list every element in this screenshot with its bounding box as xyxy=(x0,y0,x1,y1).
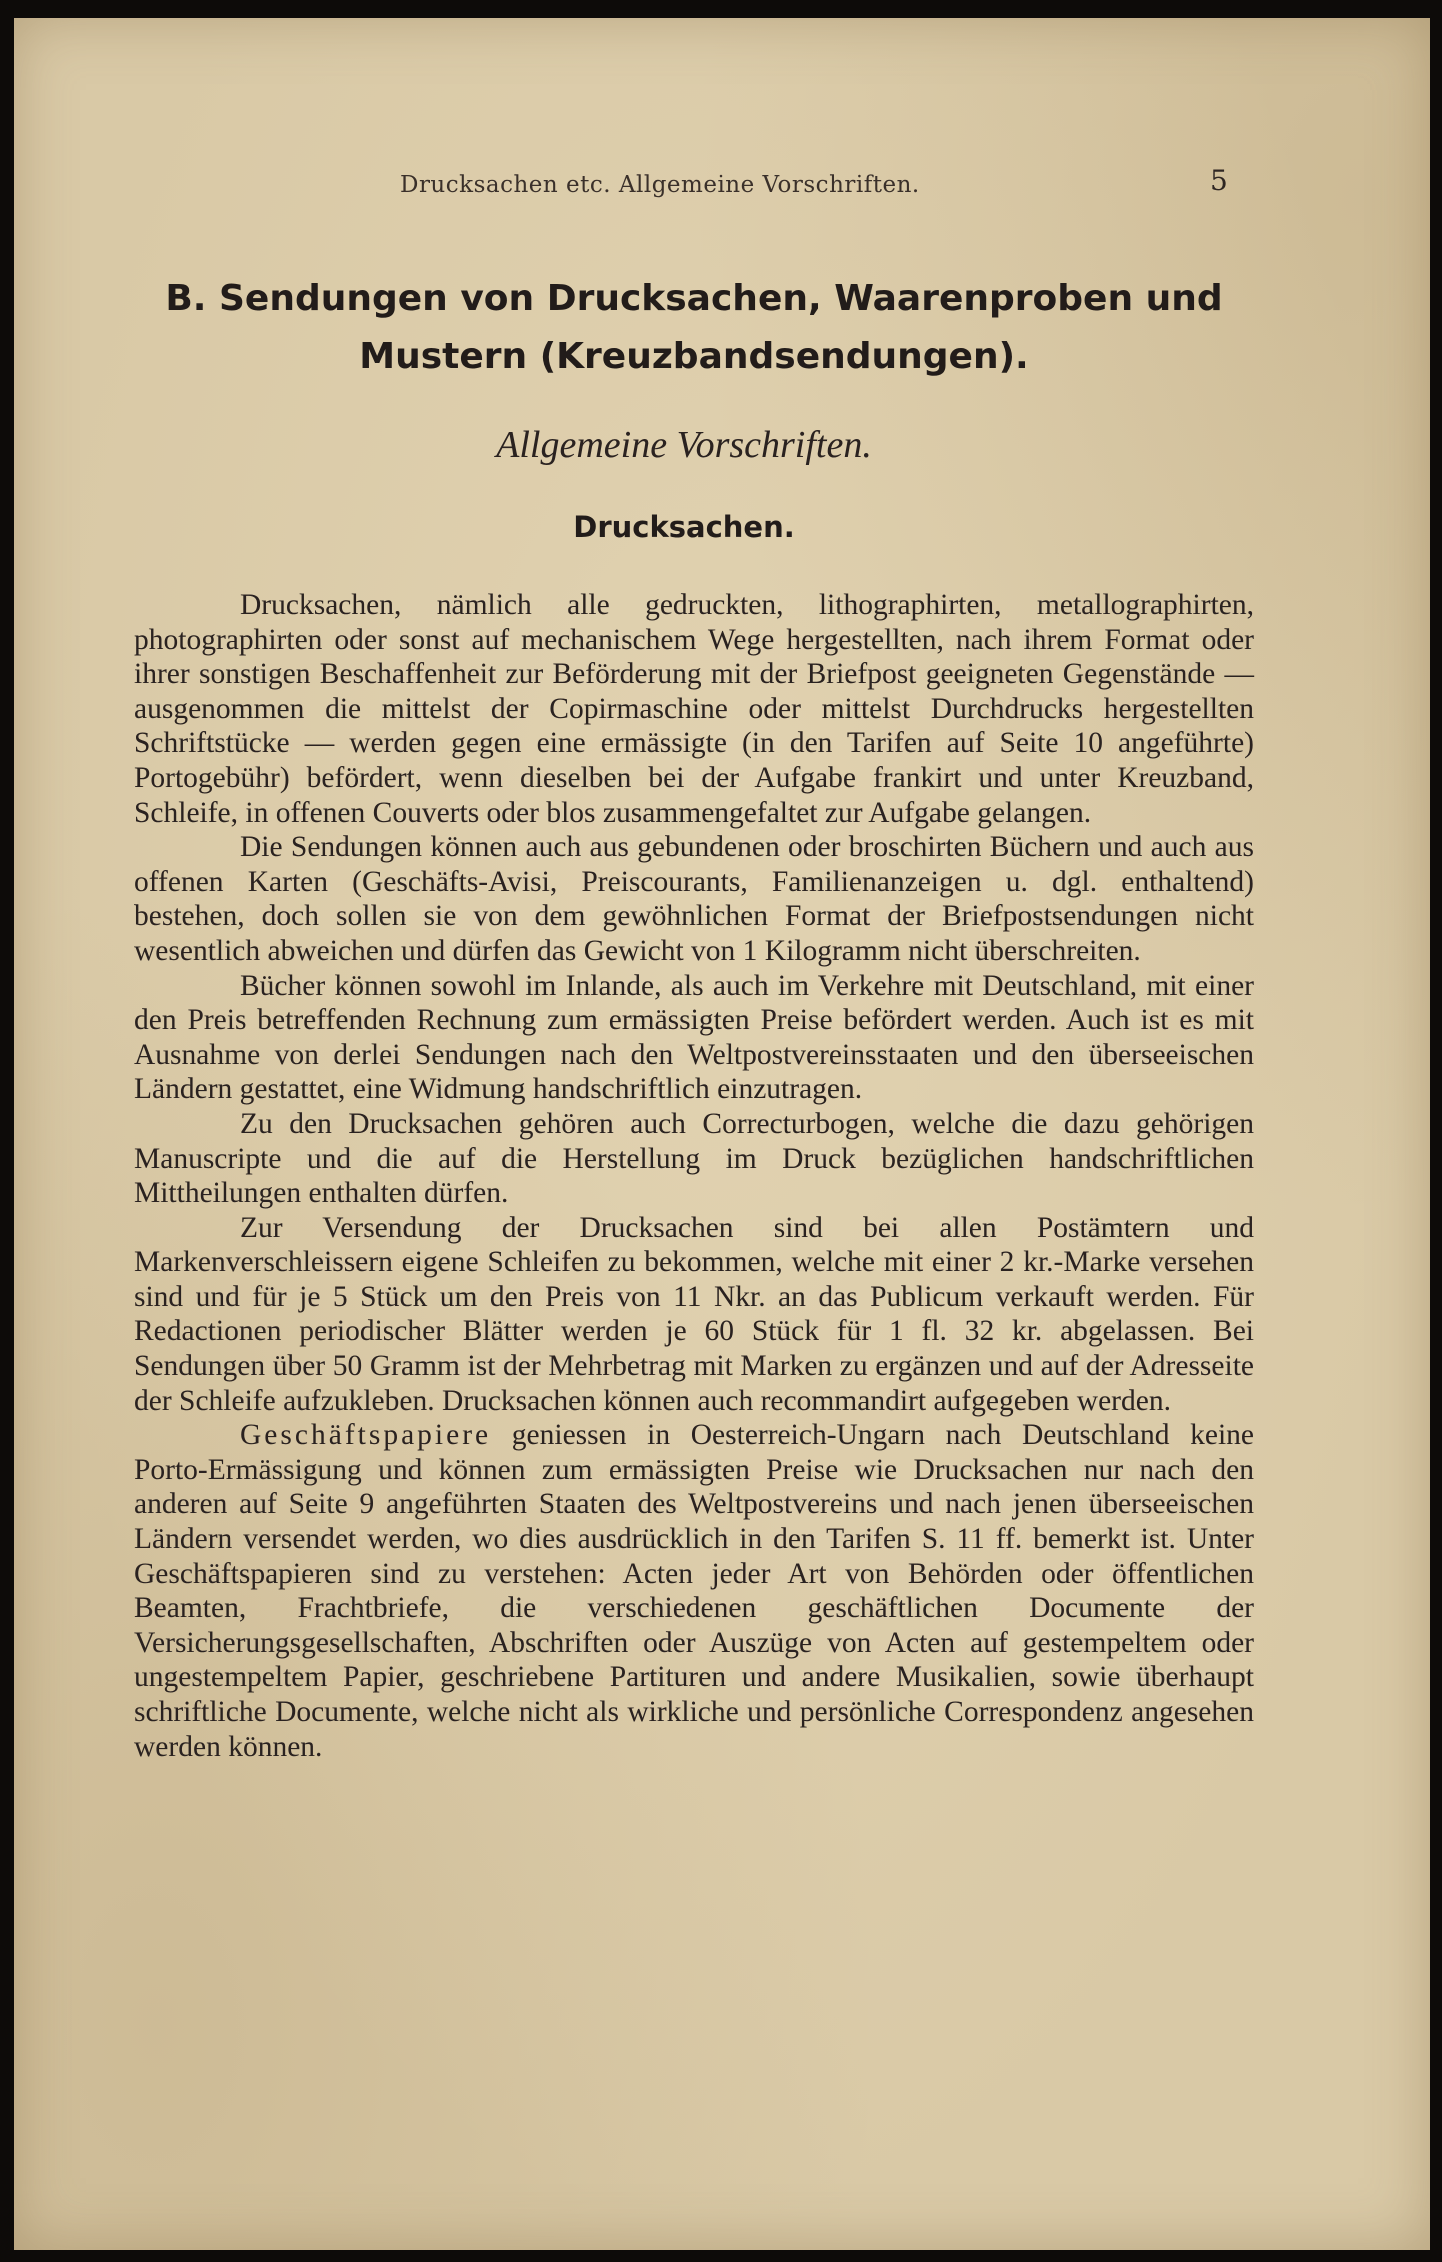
paragraph: Die Sendungen können auch aus gebundenen oder broschirten Büchern und auch aus offenen Karten (Geschäfts-Avisi, Preiscourants, Familienanzeigen u. dgl. enthaltend) bestehen, doch sollen sie von dem gewöhnlichen Format der Briefpostsendungen nicht wesentlich abweichen und dürfen das Gewicht von 1 Kilogramm nicht überschreiten. xyxy=(134,831,1254,967)
paragraph: Drucksachen, nämlich alle gedruckten, lithographirten, metallographirten, photographirten oder sonst auf mechanischem Wege hergestellten, nach ihrem Format oder ihrer sonstigen Beschaffenheit zur Beförderung mit der Briefpost geeigneten Gegenstände — ausgenommen die mittelst der Copirmaschine oder mittelst Durchdrucks hergestellten Schriftstücke — werden gegen eine ermässigte (in den Tarifen auf Seite 10 angeführte) Portogebühr) befördert, wenn dieselben bei der Aufgabe frankirt und unter Kreuzband, Schleife, in offenen Couverts oder blos zusammengefaltet zur Aufgabe gelangen. xyxy=(134,589,1254,829)
running-head: Drucksachen etc. Allgemeine Vorschriften. xyxy=(400,172,920,198)
body-text xyxy=(134,588,1254,1764)
subtitle: Allgemeine Vorschriften. xyxy=(496,424,872,466)
document-page xyxy=(14,18,1430,2250)
paragraph: Zur Versendung der Drucksachen sind bei allen Postämtern und Markenverschleissern eigene Schleifen zu bekommen, welche mit einer 2 kr.-Marke versehen sind und für je 5 Stück um den Preis von 11 Nkr. an das Publicum verkauft werden. Für Redactionen periodischer Blätter werden je 60 Stück für 1 fl. 32 kr. abgelassen. Bei Sendungen über 50 Gramm ist der Mehrbetrag mit Marken zu ergänzen und auf der Adresseite der Schleife aufzukleben. Drucksachen können auch recommandirt aufgegeben werden. xyxy=(134,1211,1254,1417)
paragraph xyxy=(134,1418,1254,1764)
minor-heading: Drucksachen. xyxy=(573,510,795,544)
paragraph: Zu den Drucksachen gehören auch Correcturbogen, welche die dazu gehörigen Manuscripte und die auf die Herstellung im Druck bezüglichen handschriftlichen Mittheilungen enthalten dürfen. xyxy=(134,1107,1254,1210)
paragraph: Bücher können sowohl im Inlande, als auch im Verkehre mit Deutschland, mit einer den Preis betreffenden Rechnung zum ermässigten Preise befördert werden. Auch ist es mit Ausnahme von derlei Sendungen nach den Weltpostvereinsstaaten und den überseeischen Ländern gestattet, eine Widmung handschriftlich einzutragen. xyxy=(134,969,1254,1106)
page-number: 5 xyxy=(1210,164,1228,197)
section-heading: B. Sendungen von Drucksachen, Waarenproben und Mustern (Kreuzbandsendungen). xyxy=(165,278,1223,377)
paragraph-text: geniessen in Oesterreich-Ungarn nach Deutschland keine Porto-Ermässigung und können zum ermässigten Preise wie Drucksachen nur nach den anderen auf Seite 9 angeführten Staaten des Weltpostvereins und nach jenen überseeischen Ländern versendet werden, wo dies ausdrücklich in den Tarifen S. 11 ff. bemerkt ist. Unter Geschäftspapieren sind zu verstehen: Acten jeder Art von Behörden oder öffentlichen Beamten, Frachtbriefe, die verschiedenen geschäftlichen Documente der Versicherungsgesellschaften, Abschriften oder Auszüge von Acten auf gestempeltem oder ungestempeltem Papier, geschriebene Partituren und andere Musikalien, sowie überhaupt schriftliche Documente, welche nicht als wirkliche und persönliche Correspondenz angesehen werden können. xyxy=(134,1419,1254,1763)
paragraph-lead-term: Geschäftspapiere xyxy=(240,1419,492,1452)
